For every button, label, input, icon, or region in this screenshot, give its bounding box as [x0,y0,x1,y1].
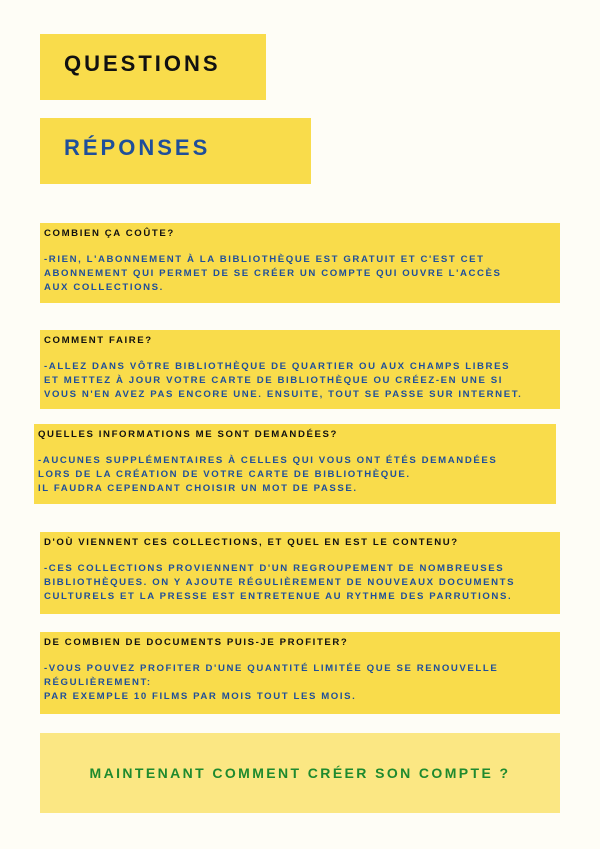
faq-item-cost [40,223,560,303]
reponses-title: RÉPONSES [64,135,211,160]
faq-answer: -VOUS POUVEZ PROFITER D'UNE QUANTITÉ LIMITÉE QUE SE RENOUVELLE RÉGULIÈREMENT: PAR EXEMPLE 10 FILMS PAR MOIS TOUT LES MOIS. [44,663,499,702]
faq-answer: -RIEN, L'ABONNEMENT À LA BIBLIOTHÈQUE EST GRATUIT ET C'EST CET ABONNEMENT QUI PERMET DE SE CRÉER UN COMPTE QUI OUVRE L'ACCÈS AUX COLLECTIONS. [44,254,502,293]
faq-question: COMBIEN ÇA COÛTE? [44,228,175,239]
faq-question: QUELLES INFORMATIONS ME SONT DEMANDÉES? [38,429,338,440]
questions-title: QUESTIONS [64,51,221,76]
faq-item-collections [40,532,560,614]
create-account-banner [40,733,560,813]
create-account-text: MAINTENANT COMMENT CRÉER SON COMPTE ? [89,765,511,781]
faq-answer: -ALLEZ DANS VÔTRE BIBLIOTHÈQUE DE QUARTIER OU AUX CHAMPS LIBRES ET METTEZ À JOUR VOTRE CARTE DE BIBLIOTHÈQUE OU CRÉEZ-EN UNE SI VOUS N'EN AVEZ PAS ENCORE UNE. ENSUITE, TOUT SE PASSE SUR INTERNET. [44,361,523,400]
faq-question: DE COMBIEN DE DOCUMENTS PUIS-JE PROFITER? [44,637,349,648]
faq-answer: -CES COLLECTIONS PROVIENNENT D'UN REGROUPEMENT DE NOMBREUSES BIBLIOTHÈQUES. ON Y AJOUTE RÉGULIÈREMENT DE NOUVEAUX DOCUMENTS CULTURELS ET LA PRESSE EST ENTRETENUE AU RYTHME DES PARRUTIONS. [44,563,516,602]
faq-item-quantity [40,632,560,714]
faq-question: COMMENT FAIRE? [44,335,153,346]
questions-title-box [40,34,266,100]
reponses-title-box [40,118,311,184]
faq-item-info [34,424,556,504]
faq-answer: -AUCUNES SUPPLÉMENTAIRES À CELLES QUI VOUS ONT ÉTÉS DEMANDÉES LORS DE LA CRÉATION DE VOTRE CARTE DE BIBLIOTHÈQUE. IL FAUDRA CEPENDANT CHOISIR UN MOT DE PASSE. [38,455,498,494]
faq-item-how [40,330,560,409]
faq-question: D'OÙ VIENNENT CES COLLECTIONS, ET QUEL EN EST LE CONTENU? [44,537,459,548]
